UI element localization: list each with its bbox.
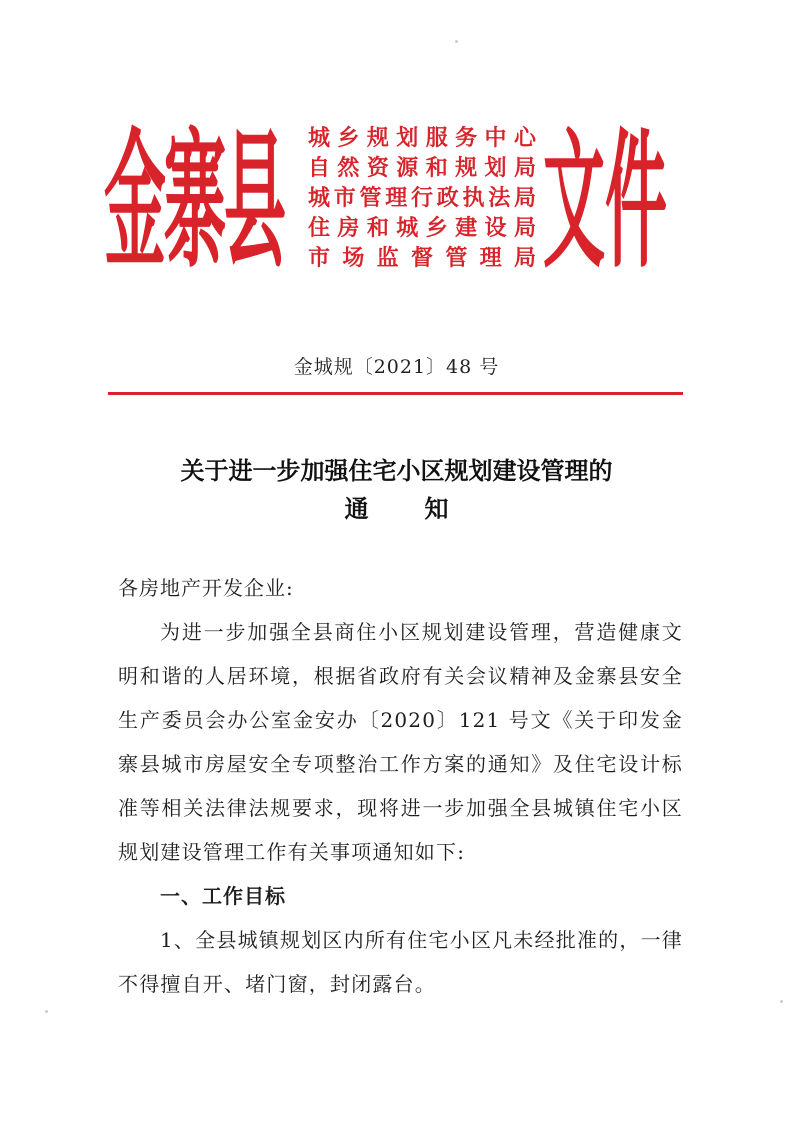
scan-speck — [455, 40, 458, 43]
document-word-heading: 文件 — [543, 113, 668, 289]
issuing-agencies — [308, 124, 538, 274]
document-number: 金城规〔2021〕48 号 — [293, 356, 500, 378]
title-line-2: 通知 — [344, 495, 505, 523]
section-heading-1: 一、工作目标 — [160, 884, 286, 908]
notice-title — [0, 452, 793, 528]
county-name-heading: 金寨县 — [104, 113, 285, 289]
agency-4: 住房和城乡建设局 — [308, 216, 536, 241]
agency-5: 市场监督管理局 — [308, 246, 536, 271]
item-1-paragraph: 1、全县城镇规划区内所有住宅小区凡未经批准的，一律不得擅自开、堵门窗，封闭露台。 — [118, 928, 683, 996]
title-line-1: 关于进一步加强住宅小区规划建设管理的 — [180, 457, 613, 485]
red-separator-line — [108, 392, 683, 395]
agency-2: 自然资源和规划局 — [308, 156, 536, 181]
intro-paragraph: 为进一步加强全县商住小区规划建设管理，营造健康文明和谐的人居环境，根据省政府有关会议精神及金寨县安全生产委员会办公室金安办〔2020〕121 号文《关于印发金寨县城市房屋安全专项整治工作方案的通知》及住宅设计标准等相关法律法规要求，现将进一步加强全县城镇住宅小区规划建设管理工作有关事项通知如下: — [118, 620, 683, 864]
scan-speck — [45, 1010, 48, 1013]
scan-speck — [780, 1000, 783, 1003]
salutation: 各房地产开发企业: — [118, 576, 294, 600]
agency-1: 城乡规划服务中心 — [308, 126, 536, 151]
notice-body — [118, 566, 683, 1006]
agency-3: 城市管理行政执法局 — [308, 186, 536, 211]
